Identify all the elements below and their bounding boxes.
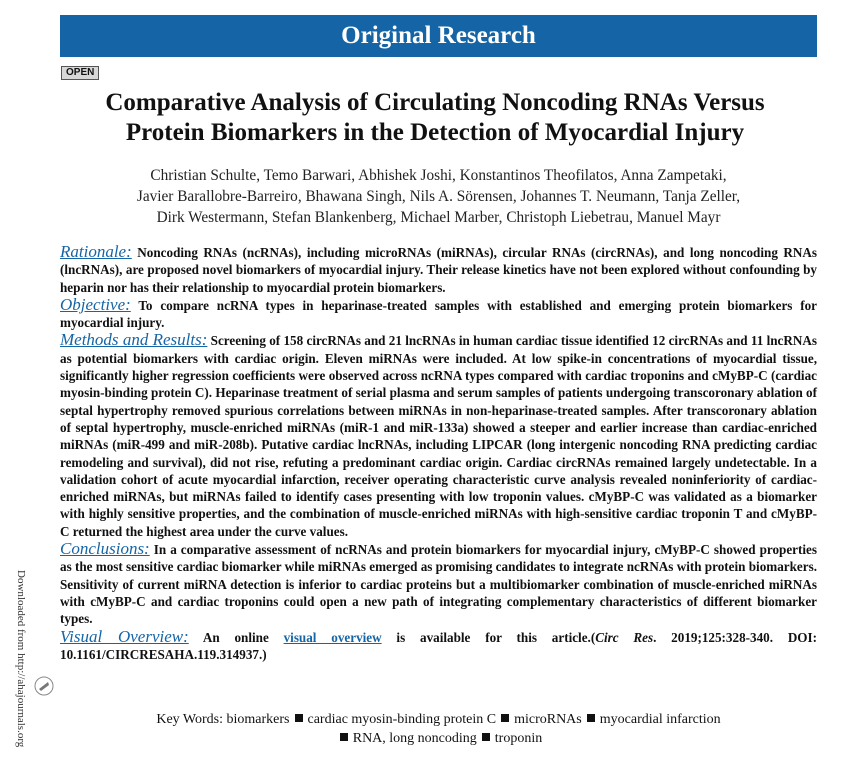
journal-name: Circ Res [595, 629, 654, 645]
article-title [40, 88, 830, 148]
abstract-objective [60, 296, 817, 332]
abstract-visual-overview [60, 628, 817, 664]
keyword-separator-icon [501, 714, 509, 722]
keyword-separator-icon [587, 714, 595, 722]
objective-heading: Objective: [60, 294, 131, 314]
keyword-item: cardiac myosin-binding protein C [307, 712, 497, 727]
conclusions-text: In a comparative assessment of ncRNAs and protein biomarkers for myocardial injury, cMyBP-C showed properties as the most sensitive cardiac biomarker while miRNAs emerged as promising candidates to integrate ncRNAs with protein biomarkers. Sensitivity of current miRNA detection is inferior to cardiac proteins but a multibiomarker combination of muscle-enriched miRNAs with cMyBP-C and cardiac troponins could open a new path of integrating complementary characteristics of different biomarker types. [60, 542, 817, 627]
keyword-item: biomarkers [226, 712, 290, 727]
visual-overview-link[interactable]: visual overview [283, 629, 382, 645]
abstract-conclusions [60, 540, 817, 627]
keyword-separator-icon [295, 714, 303, 722]
author-list [60, 165, 817, 228]
access-circle-icon [34, 676, 54, 696]
download-watermark: Downloaded from http://ahajournals.org [15, 570, 27, 748]
keywords-line-1 [60, 710, 817, 729]
conclusions-heading: Conclusions: [60, 539, 150, 559]
rationale-text: Noncoding RNAs (ncRNAs), including microRNAs (miRNAs), circular RNAs (circRNAs), and long noncoding RNAs (lncRNAs), are proposed novel biomarkers of myocardial injury. Their release kinetics have not been explored without confounding by heparin nor has their relationship to myocardial protein biomarkers. [60, 245, 817, 295]
keyword-item: RNA, long noncoding [352, 731, 477, 746]
abstract [60, 243, 817, 663]
keywords [60, 710, 817, 748]
keyword-item: myocardial infarction [599, 712, 721, 727]
authors-line-2: Javier Barallobre-Barreiro, Bhawana Singh, Nils A. Sörensen, Johannes T. Neumann, Tanja Zeller, [136, 188, 741, 205]
citation-text: . 2019;125:328-340. DOI: 10.1161/CIRCRESAHA.119.314937.) [60, 629, 818, 662]
authors-line-3: Dirk Westermann, Stefan Blankenberg, Michael Marber, Christoph Liebetrau, Manuel Mayr [156, 209, 721, 226]
keywords-line-2 [60, 729, 817, 748]
keyword-item: microRNAs [514, 712, 582, 727]
keyword-separator-icon [482, 733, 490, 741]
methods-text: Screening of 158 circRNAs and 21 lncRNAs in human cardiac tissue identified 12 circRNAs and 11 lncRNAs as potential biomarkers with cardiac origin. Eleven miRNAs were included. At low spike-in concentrations of myocardial tissue, significantly higher regression coefficients were observed across ncRNA types compared with cardiac troponins and cMyBP-C (cardiac myosin-binding protein C). Heparinase treatment of serial plasma and serum samples of patients undergoing transcoronary ablation of septal hypertrophy removed spurious correlations between miRNAs in non-heparinase-treated samples. After transcoronary ablation of septal hypertrophy, muscle-enriched miRNAs (miR-1 and miR-133a) showed a steeper and earlier increase than cardiac-enriched miRNAs (miR-499 and miR-208b). Putative cardiac lncRNAs, including LIPCAR (long intergenic noncoding RNA predicting cardiac remodeling and survival), did not rise, refuting a predominant cardiac origin. Cardiac circRNAs remained largely undetectable. In a validation cohort of acute myocardial infarction, receiver operating characteristic curve analysis revealed noninferiority of cardiac-enriched miRNAs, but miRNAs failed to identify cases presenting with low troponin values. cMyBP-C was validated as a biomarker with highly sensitive properties, and the combination of muscle-enriched miRNAs with high-sensitive cardiac troponin T and cMyBP-C returned the highest area under the curve values. [60, 333, 817, 539]
title-line-2: Protein Biomarkers in the Detection of Myocardial Injury [125, 119, 745, 146]
abstract-methods [60, 331, 817, 540]
abstract-rationale [60, 243, 817, 296]
rationale-heading: Rationale: [60, 242, 132, 261]
keyword-separator-icon [340, 733, 348, 741]
visual-overview-post: is available for this article.( [381, 629, 596, 645]
keywords-label: Key Words: [156, 712, 224, 727]
methods-heading: Methods and Results: [60, 330, 208, 350]
authors-line-1: Christian Schulte, Temo Barwari, Abhishek Joshi, Konstantinos Theofilatos, Anna Zampetaki, [150, 167, 727, 184]
visual-overview-pre: An online [188, 629, 284, 645]
visual-overview-heading: Visual Overview: [60, 626, 189, 646]
objective-text: To compare ncRNA types in heparinase-treated samples with established and emerging protein biomarkers for myocardial injury. [60, 297, 817, 331]
open-access-badge: OPEN [61, 66, 99, 80]
banner-label: Original Research [341, 22, 536, 49]
title-line-1: Comparative Analysis of Circulating Noncoding RNAs Versus [105, 89, 765, 116]
keyword-item: troponin [494, 731, 543, 746]
article-type-banner [60, 15, 817, 57]
